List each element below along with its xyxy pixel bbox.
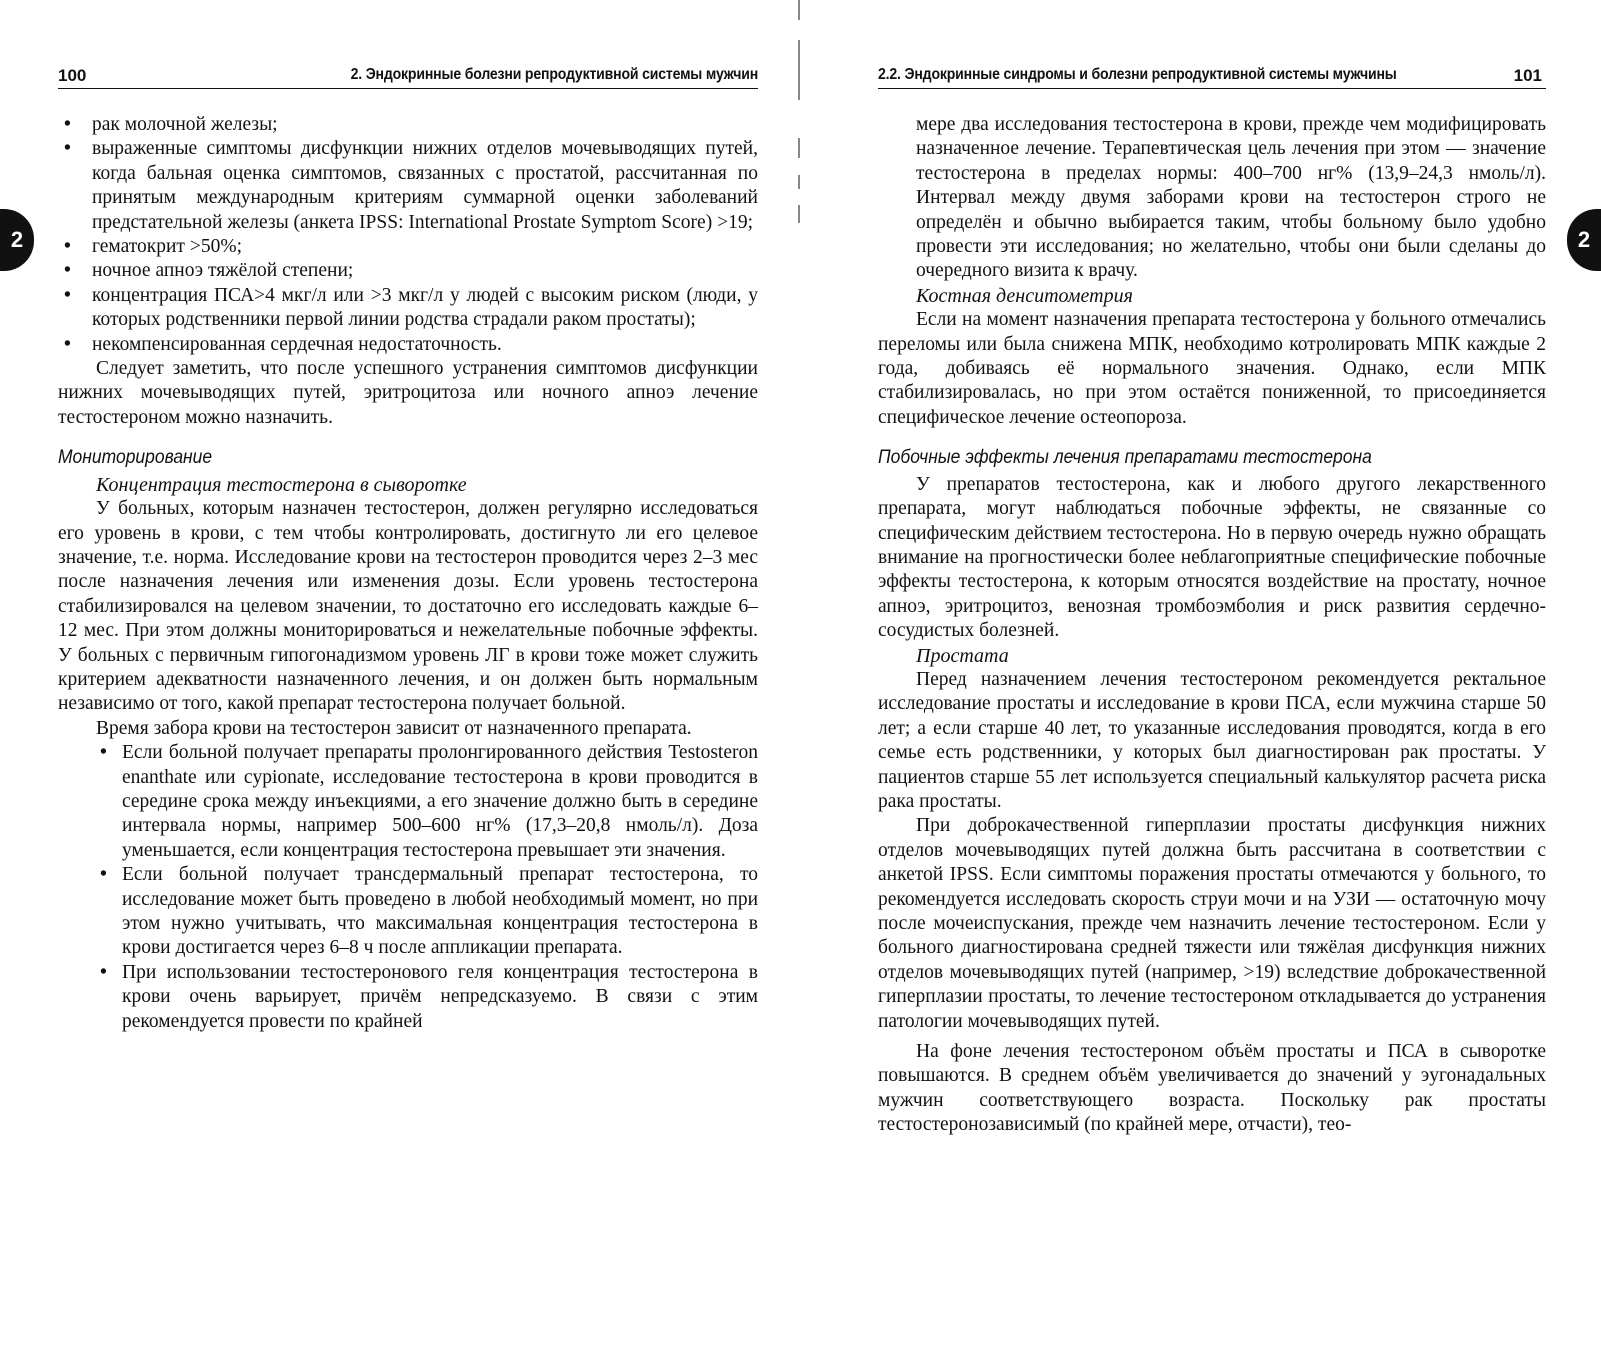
subheading: Простата [916, 644, 1009, 667]
list-item: • Если больной получает препараты пролонгированного действия Testosteron enanthate или cypionate, исследование тестостерона в крови проводится в середине срока между инъекциями, а его значение должно быть в середине интервала нормы, например 500–600 нг% (17,3–20,8 нмоль/л). Доза уменьшается, если концентрация тестостерона превышает эти значения. [58, 741, 758, 863]
paragraph: Время забора крови на тестостерон зависит от назначенного препарата. [96, 717, 692, 739]
paragraph: На фоне лечения тестостероном объём простаты и ПСА в сыворотке повышаются. В среднем объём увеличивается до значений у эугонадальных мужчин соответствующего возраста. Поскольку рак простаты тестостеронозависимый (по крайней мере, отчасти), тео- [878, 1041, 1546, 1136]
paragraph: У препаратов тестостерона, как и любого другого лекарственного препарата, могут наблюдаться побочные эффекты, не связанные со специфическим действием тестостерона. Но в первую очередь нужно обращать внимание на прогностически более неблагоприятные специфические побочные эффекты тестостерона, к которым относятся воздействие на простату, ночное апноэ, эритроцитоз, венозная тромбоэмболия и риск развития сердечно-сосудистых болезней. [878, 473, 1546, 642]
paragraph: У больных, которым назначен тестостерон, должен регулярно исследоваться его уровень в крови, с тем чтобы контролировать, достигнуто ли его целевое значение, т.е. норма. Исследование крови на тестостерон проводится через 2–3 мес после назначения лечения или изменения дозы. Если уровень тестостерона стабилизировался на целевом значении, то достаточно его исследовать каждые 6–12 мес. При этом должны мониторироваться и нежелательные побочные эффекты. У больных с первичным гипогонадизмом уровень ЛГ в крови тоже может служить критерием адекватности назначенного лечения, и он должен быть нормальным независимо от того, какой препарат тестостерона получает больной. [58, 498, 758, 715]
list-item: • некомпенсированная сердечная недостаточность. [34, 333, 758, 357]
list-item: • рак молочной железы; [34, 113, 758, 137]
gutter-line [798, 138, 800, 158]
paragraph: Перед назначением лечения тестостероном рекомендуется ректальное исследование простаты и исследование в крови ПСА, если мужчина старше 50 лет; а если старше 40 лет, то указанные исследования проводятся, когда в его семье есть родственники, у которых был диагностирован рак простаты. У пациентов старше 55 лет используется специальный калькулятор расчета риска рака простаты. [878, 668, 1546, 812]
page-body [58, 113, 758, 1034]
list-item: • гематокрит >50%; [34, 235, 758, 259]
list-item: • ночное апноэ тяжёлой степени; [34, 259, 758, 283]
paragraph: Если на момент назначения препарата тестостерона у больного отмечались переломы или была снижена МПК, необходимо котролировать МПК каждые 2 года, добиваясь её нормального значения. Однако, если МПК стабилизировалась, но при этом остаётся пониженной, то присоединяется специфическое лечение остеопороза. [878, 309, 1546, 428]
list-item: • выраженные симптомы дисфункции нижних отделов мочевыводящих путей, когда бальная оценка симптомов, связанных с простатой, рассчитанная по принятым международным критериям суммарной оценки заболеваний предстательной железы (анкета IPSS: International Prostate Symptom Score) >19; [34, 137, 758, 235]
paragraph: При доброкачественной гиперплазии простаты дисфункция нижних отделов мочевыводящих путей должна быть рассчитана в соответствии с анкетой IPSS. Если симптомы поражения простаты отмечаются у больного, то рекомендуется исследовать скорость струи мочи и на УЗИ — остаточную мочу после мочеиспускания, прежде чем назначить лечение тестостероном. Если у больного диагностирована средней тяжести или тяжёлая дисфункция нижних отделов мочевыводящих путей (например, >19) вследствие доброкачественной гиперплазии простаты, то лечение тестостероном откладывается до устранения патологии мочевыводящих путей. [878, 815, 1546, 1032]
running-head-title: 2.2. Эндокринные синдромы и болезни репродуктивной системы мужчины [878, 66, 1397, 83]
list-item: • концентрация ПСА>4 мкг/л или >3 мкг/л у людей с высоким риском (люди, у которых родственники первой линии родства страдали раком простаты); [34, 284, 758, 333]
gutter-line [798, 175, 800, 189]
list-item: • При использовании тестостеронового геля концентрация тестостерона в крови очень варьирует, причём непредсказуемо. В связи с этим рекомендуется провести по крайней [58, 961, 758, 1034]
right-page [878, 0, 1546, 1346]
chapter-tab-right [1567, 209, 1601, 271]
subheading: Костная денситометрия [916, 284, 1133, 307]
gutter-line [798, 40, 800, 100]
running-head-title: 2. Эндокринные болезни репродуктивной системы мужчин [350, 66, 758, 83]
section-heading: Мониторирование [58, 447, 213, 469]
sampling-list [58, 741, 758, 1034]
contraindication-list [34, 113, 758, 357]
subheading: Концентрация тестостерона в сыворотке [96, 473, 467, 496]
paragraph: мере два исследования тестостерона в крови, прежде чем модифицировать назначенное лечение. Терапевтическая цель лечения при этом — значение тестостерона в пределах нормы: 400–700 нг% (13,9–24,3 нмоль/л). Интервал между двумя заборами крови на тестостерон строго не определён и обычно выбирается таким, чтобы больному было удобно провести эти исследования; но желательно, чтобы они были сделаны до очередного визита к врачу. [916, 114, 1546, 282]
running-head [58, 62, 758, 89]
section-heading: Побочные эффекты лечения препаратами тестостерона [878, 447, 1372, 469]
page-body [878, 113, 1546, 1138]
running-head [878, 62, 1546, 89]
paragraph: Следует заметить, что после успешного устранения симптомов дисфункции нижних мочевыводящих путей, эритроцитоза или ночного апноэ лечение тестостероном можно назначить. [58, 358, 758, 428]
chapter-tab-left [0, 209, 34, 271]
page-number: 100 [58, 66, 87, 85]
chapter-tab-label: 2 [1577, 227, 1591, 252]
page-number: 101 [1513, 66, 1542, 85]
gutter-line [798, 0, 800, 20]
chapter-tab-label: 2 [10, 227, 24, 252]
left-page [58, 0, 758, 1346]
list-item: • Если больной получает трансдермальный препарат тестостерона, то исследование может быть проведено в любой необходимый момент, но при этом нужно учитывать, что максимальная концентрация тестостерона в крови достигается через 6–8 ч после аппликации препарата. [58, 863, 758, 961]
gutter-line [798, 205, 800, 223]
